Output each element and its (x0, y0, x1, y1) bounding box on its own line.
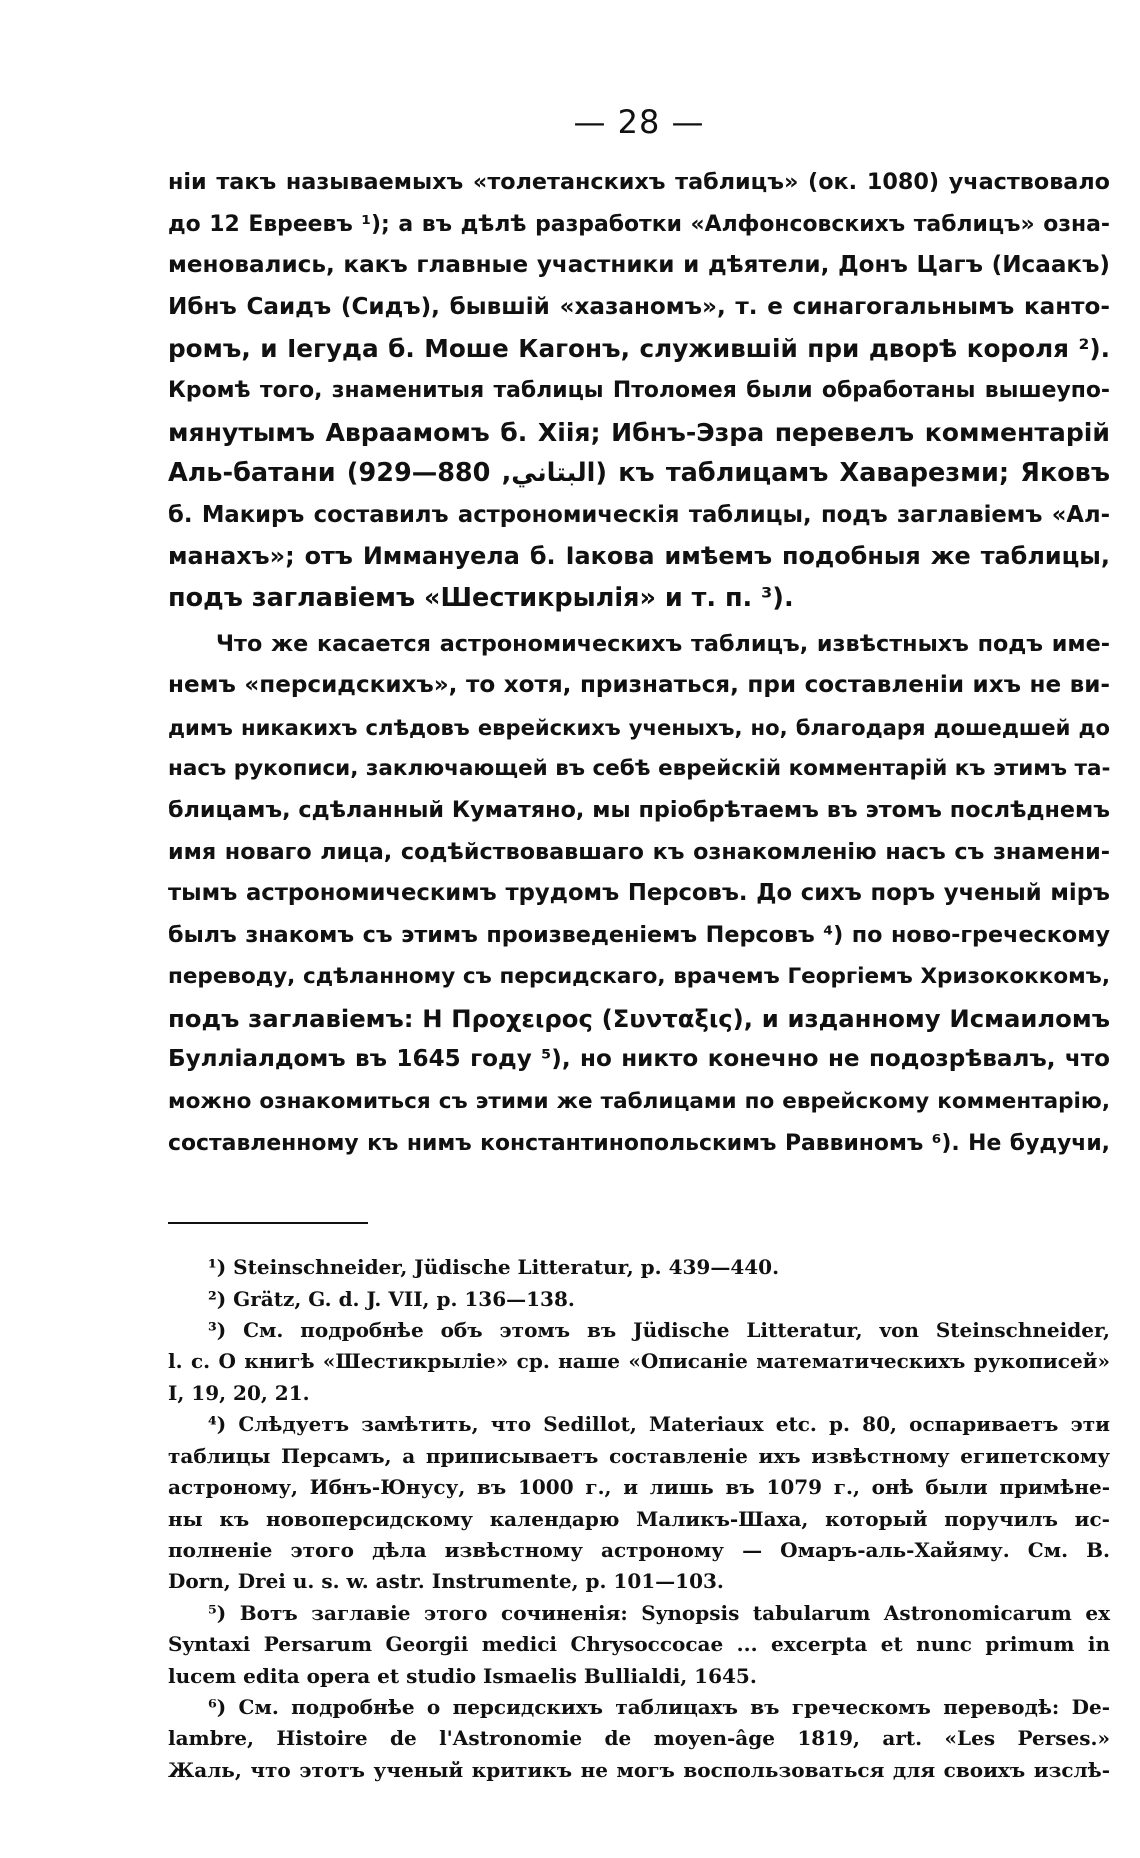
text-line: подъ заглавіемъ «Шестикрылія» и т. п. ³). (168, 582, 794, 613)
text-line: подъ заглавіемъ: Η Προχειρος (Συνταξις), и изданному Исмаиломъ (168, 1003, 1110, 1033)
text-line: Булліалдомъ въ 1645 году ⁵), но никто конечно не подозрѣвалъ, что (168, 1046, 1110, 1073)
text-line: мянутымъ Авраамомъ б. Хiiя; Ибнъ-Эзра перевелъ комментарій (168, 417, 1110, 447)
footnote-3 (168, 1315, 1110, 1409)
footnote-divider (168, 1222, 368, 1224)
footnote-line: Жаль, что этотъ ученый критикъ не могъ воспользоваться для своихъ изслѣ- (168, 1757, 1110, 1782)
paragraph-2 (168, 624, 1110, 1165)
paragraph-1 (168, 162, 1110, 620)
footnote-5 (168, 1598, 1110, 1692)
text-line: тымъ астрономическимъ трудомъ Персовъ. До сихъ поръ ученый міръ (168, 880, 1110, 907)
text-line: немъ «персидскихъ», то хотя, признаться, при составленіи ихъ не ви- (168, 672, 1110, 699)
text-line: блицамъ, сдѣланный Куматяно, мы пріобрѣтаемъ въ этомъ послѣднемъ (168, 796, 1110, 823)
text-line: насъ рукописи, заключающей въ себѣ еврейскій комментарій къ этимъ та- (168, 756, 1111, 782)
footnote-line: lambre, Histoire de l'Astronomie de moyen-âge 1819, art. «Les Perses.» (168, 1726, 1110, 1751)
text-line: меновались, какъ главные участники и дѣятели, Донъ Цагъ (Исаакъ) (168, 252, 1110, 279)
footnote-line: полненіе этого дѣла извѣстному астроному — Омаръ-аль-Хайяму. См. B. (168, 1537, 1110, 1562)
footnote-line: l. c. О книгѣ «Шестикрыліе» ср. наше «Описаніе математическихъ рукописей» (168, 1349, 1110, 1374)
text-line: ромъ, и Іегуда б. Моше Кагонъ, служившій при дворѣ короля ²). (168, 334, 1110, 364)
footnote-line: ¹) Steinschneider, Jüdische Litteratur, p. 439—440. (208, 1255, 780, 1280)
footnote-line: I, 19, 20, 21. (168, 1380, 310, 1405)
footnote-6 (168, 1692, 1110, 1786)
text-line: до 12 Евреевъ ¹); а въ дѣлѣ разработки «Алфонсовскихъ таблицъ» озна- (168, 211, 1110, 237)
footnote-line: Dorn, Drei u. s. w. astr. Instrumente, p. 101—103. (168, 1569, 724, 1594)
text-line: имя новаго лица, содѣйствовавшаго къ ознакомленію насъ съ знамени- (168, 838, 1110, 865)
footnote-1 (168, 1252, 1110, 1283)
text-line: былъ знакомъ съ этимъ произведеніемъ Персовъ ⁴) по ново-греческому (168, 921, 1110, 948)
text-line: димъ никакихъ слѣдовъ еврейскихъ ученыхъ, но, благодаря дошедшей до (168, 714, 1110, 740)
footnote-line: ²) Grätz, G. d. J. VII, p. 136—138. (208, 1286, 575, 1311)
text-line: Кромѣ того, знаменитыя таблицы Птоломея были обработаны вышеупо- (168, 377, 1110, 403)
page-number: — 28 — (573, 103, 705, 141)
footnotes (168, 1252, 1110, 1786)
footnote-2 (168, 1284, 1110, 1315)
footnote-line: ³) См. подробнѣе объ этомъ въ Jüdische Litteratur, von Steinschneider, (208, 1318, 1110, 1343)
text-line: можно ознакомиться съ этими же таблицами по еврейскому комментарію, (168, 1089, 1110, 1115)
footnote-line: ⁴) Слѣдуетъ замѣтить, что Sedillot, Materiaux etc. p. 80, оспариваетъ эти (208, 1412, 1110, 1437)
footnote-line: ны къ новоперсидскому календарю Маликъ-Шаха, который поручилъ ис- (168, 1506, 1110, 1531)
text-line: манахъ»; отъ Иммануела б. Іакова имѣемъ подобныя же таблицы, (168, 542, 1110, 571)
footnote-line: астроному, Ибнъ-Юнусу, въ 1000 г., и лишь въ 1079 г., онѣ были примѣне- (168, 1475, 1110, 1500)
text-line: ніи такъ называемыхъ «толетанскихъ таблицъ» (ок. 1080) участвовало (168, 169, 1110, 195)
footnote-line: lucem edita opera et studio Ismaelis Bullialdi, 1645. (168, 1663, 757, 1688)
main-text (168, 162, 1110, 1164)
footnote-4 (168, 1409, 1110, 1597)
text-line: Что же касается астрономическихъ таблицъ, извѣстныхъ подъ име- (216, 630, 1110, 657)
text-line: Ибнъ Саидъ (Сидъ), бывшій «хазаномъ», т. е синагогальнымъ канто- (168, 293, 1110, 320)
footnote-line: таблицы Персамъ, а приписываетъ составленіе ихъ извѣстному египетскому (168, 1443, 1110, 1468)
text-line: составленному къ нимъ константинопольскимъ Раввиномъ ⁶). Не будучи, (168, 1130, 1110, 1156)
footnote-line: ⁶) См. подробнѣе о персидскихъ таблицахъ въ греческомъ переводѣ: De- (208, 1694, 1110, 1719)
footnote-line: Syntaxi Persarum Georgii medici Chrysoccocae ... excerpta et nunc primum in (168, 1632, 1110, 1657)
text-line: б. Макиръ составилъ астрономическія таблицы, подъ заглавіемъ «Ал- (168, 501, 1110, 528)
text-line: Аль-батани (البتاني, 880—929) къ таблицамъ Хаварезми; Яковъ (168, 458, 1110, 489)
page (168, 96, 1110, 1786)
footnote-line: ⁵) Вотъ заглавіе этого сочиненія: Synopsis tabularum Astronomicarum ex (208, 1600, 1110, 1625)
text-line: переводу, сдѣланному съ персидскаго, врачемъ Георгіемъ Хризококкомъ, (168, 964, 1110, 990)
